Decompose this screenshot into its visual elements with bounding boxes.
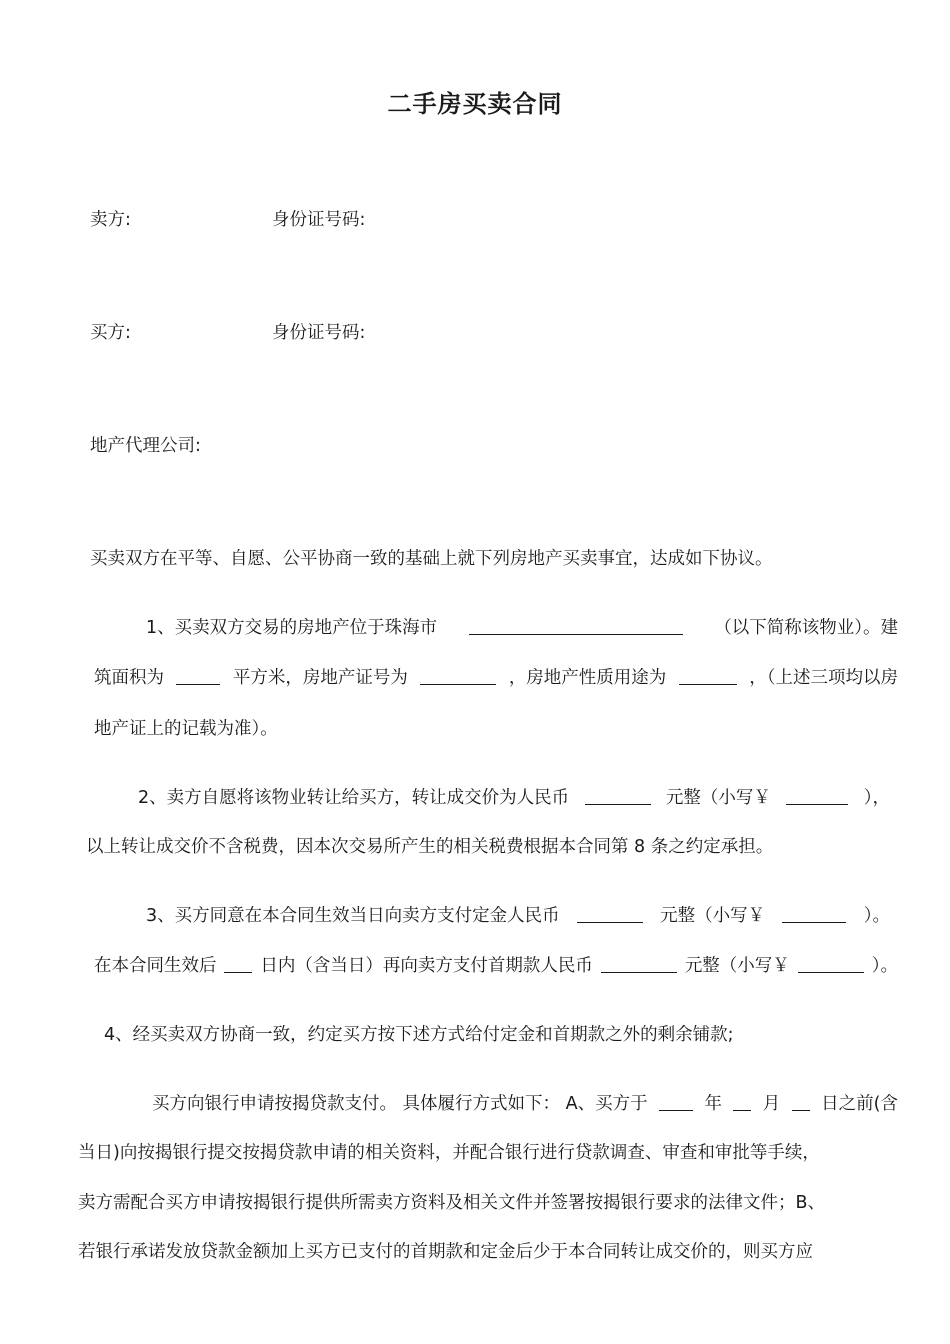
document-title: 二手房买卖合同 [387,90,563,118]
clause-1-line-2 [94,666,898,690]
clause-1-line-1 [146,616,898,640]
clause-2-text: 元整（小写￥ [665,788,771,808]
clause-4-para-line-2: 当日)向按揭银行提交按揭贷款申请的相关资料，并配合银行进行贷款调查、审查和审批等手续， [78,1143,820,1163]
deposit-blank [577,904,643,923]
clause-4-text: 年 [704,1094,722,1114]
down-payment-figure-blank [798,954,864,973]
clause-3-text: 元整（小写￥ [684,956,790,976]
clause-1-text: ，（上述三项均以房 [749,668,898,688]
day-blank [792,1092,810,1111]
clause-1-text: 平方米，房地产证号为 [232,668,408,688]
area-blank [176,666,220,685]
buyer-id-label: 身份证号码: [272,323,366,343]
clause-4-para-line-1 [152,1092,898,1116]
clause-3-text: 在本合同生效后 [94,956,217,976]
clause-3-text: ）。 [871,956,898,976]
clause-3-text: 元整（小写￥ [660,906,766,926]
clause-4-text: 月 [762,1094,781,1114]
clause-1-line-3: 地产证上的记载为准）。 [94,719,278,739]
year-blank [659,1092,693,1111]
city-blank [469,616,683,635]
clause-3-text: 3、买方同意在本合同生效当日向卖方支付定金人民币 [146,906,560,926]
seller-id-label: 身份证号码: [272,210,366,230]
clause-1-text: 筑面积为 [94,668,164,688]
clause-2-text: 2、卖方自愿将该物业转让给买方，转让成交价为人民币 [138,788,570,808]
clause-3-text: ）。 [863,906,890,926]
certificate-number-blank [420,666,496,685]
clause-1-text: （以下简称该物业）。建 [714,618,898,638]
clause-2-line-2: 以上转让成交价不含税费，因本次交易所产生的相关税费根据本合同第 8 条之约定承担。 [86,837,774,857]
buyer-label: 买方: [90,323,131,343]
seller-label: 卖方: [90,210,131,230]
clause-1-text: ，房地产性质用途为 [508,668,667,688]
agency-label: 地产代理公司: [90,436,201,456]
clause-4-line-1: 4、经买卖双方协商一致，约定买方按下述方式给付定金和首期款之外的剩余铺款; [104,1025,734,1045]
clause-2-line-1 [138,786,890,810]
clause-3-line-2 [94,954,898,978]
down-payment-blank [601,954,677,973]
clause-2-text: ）， [863,788,890,808]
clause-4-para-line-3: 卖方需配合买方申请按揭银行提供所需卖方资料及相关文件并签署按揭银行要求的法律文件；B、 [78,1193,826,1213]
price-figure-blank [786,786,848,805]
clause-4-text: 日之前(含 [821,1094,898,1114]
clause-4-para-line-4: 若银行承诺发放贷款金额加上买方已支付的首期款和定金后少于本合同转让成交价的，则买方应 [78,1242,813,1262]
usage-blank [679,666,737,685]
deposit-figure-blank [782,904,846,923]
clause-1-text: 1、买卖双方交易的房地产位于珠海市 [146,618,438,638]
price-blank [585,786,651,805]
clause-3-line-1 [146,904,890,928]
intro-paragraph: 买卖双方在平等、自愿、公平协商一致的基础上就下列房地产买卖事宜，达成如下协议。 [90,549,773,569]
clause-3-text: 日内（含当日）再向卖方支付首期款人民币 [260,956,593,976]
clause-4-text: 买方向银行申请按揭贷款支付。 具体履行方式如下： A、买方于 [152,1094,648,1114]
days-blank [224,954,252,973]
month-blank [733,1092,751,1111]
